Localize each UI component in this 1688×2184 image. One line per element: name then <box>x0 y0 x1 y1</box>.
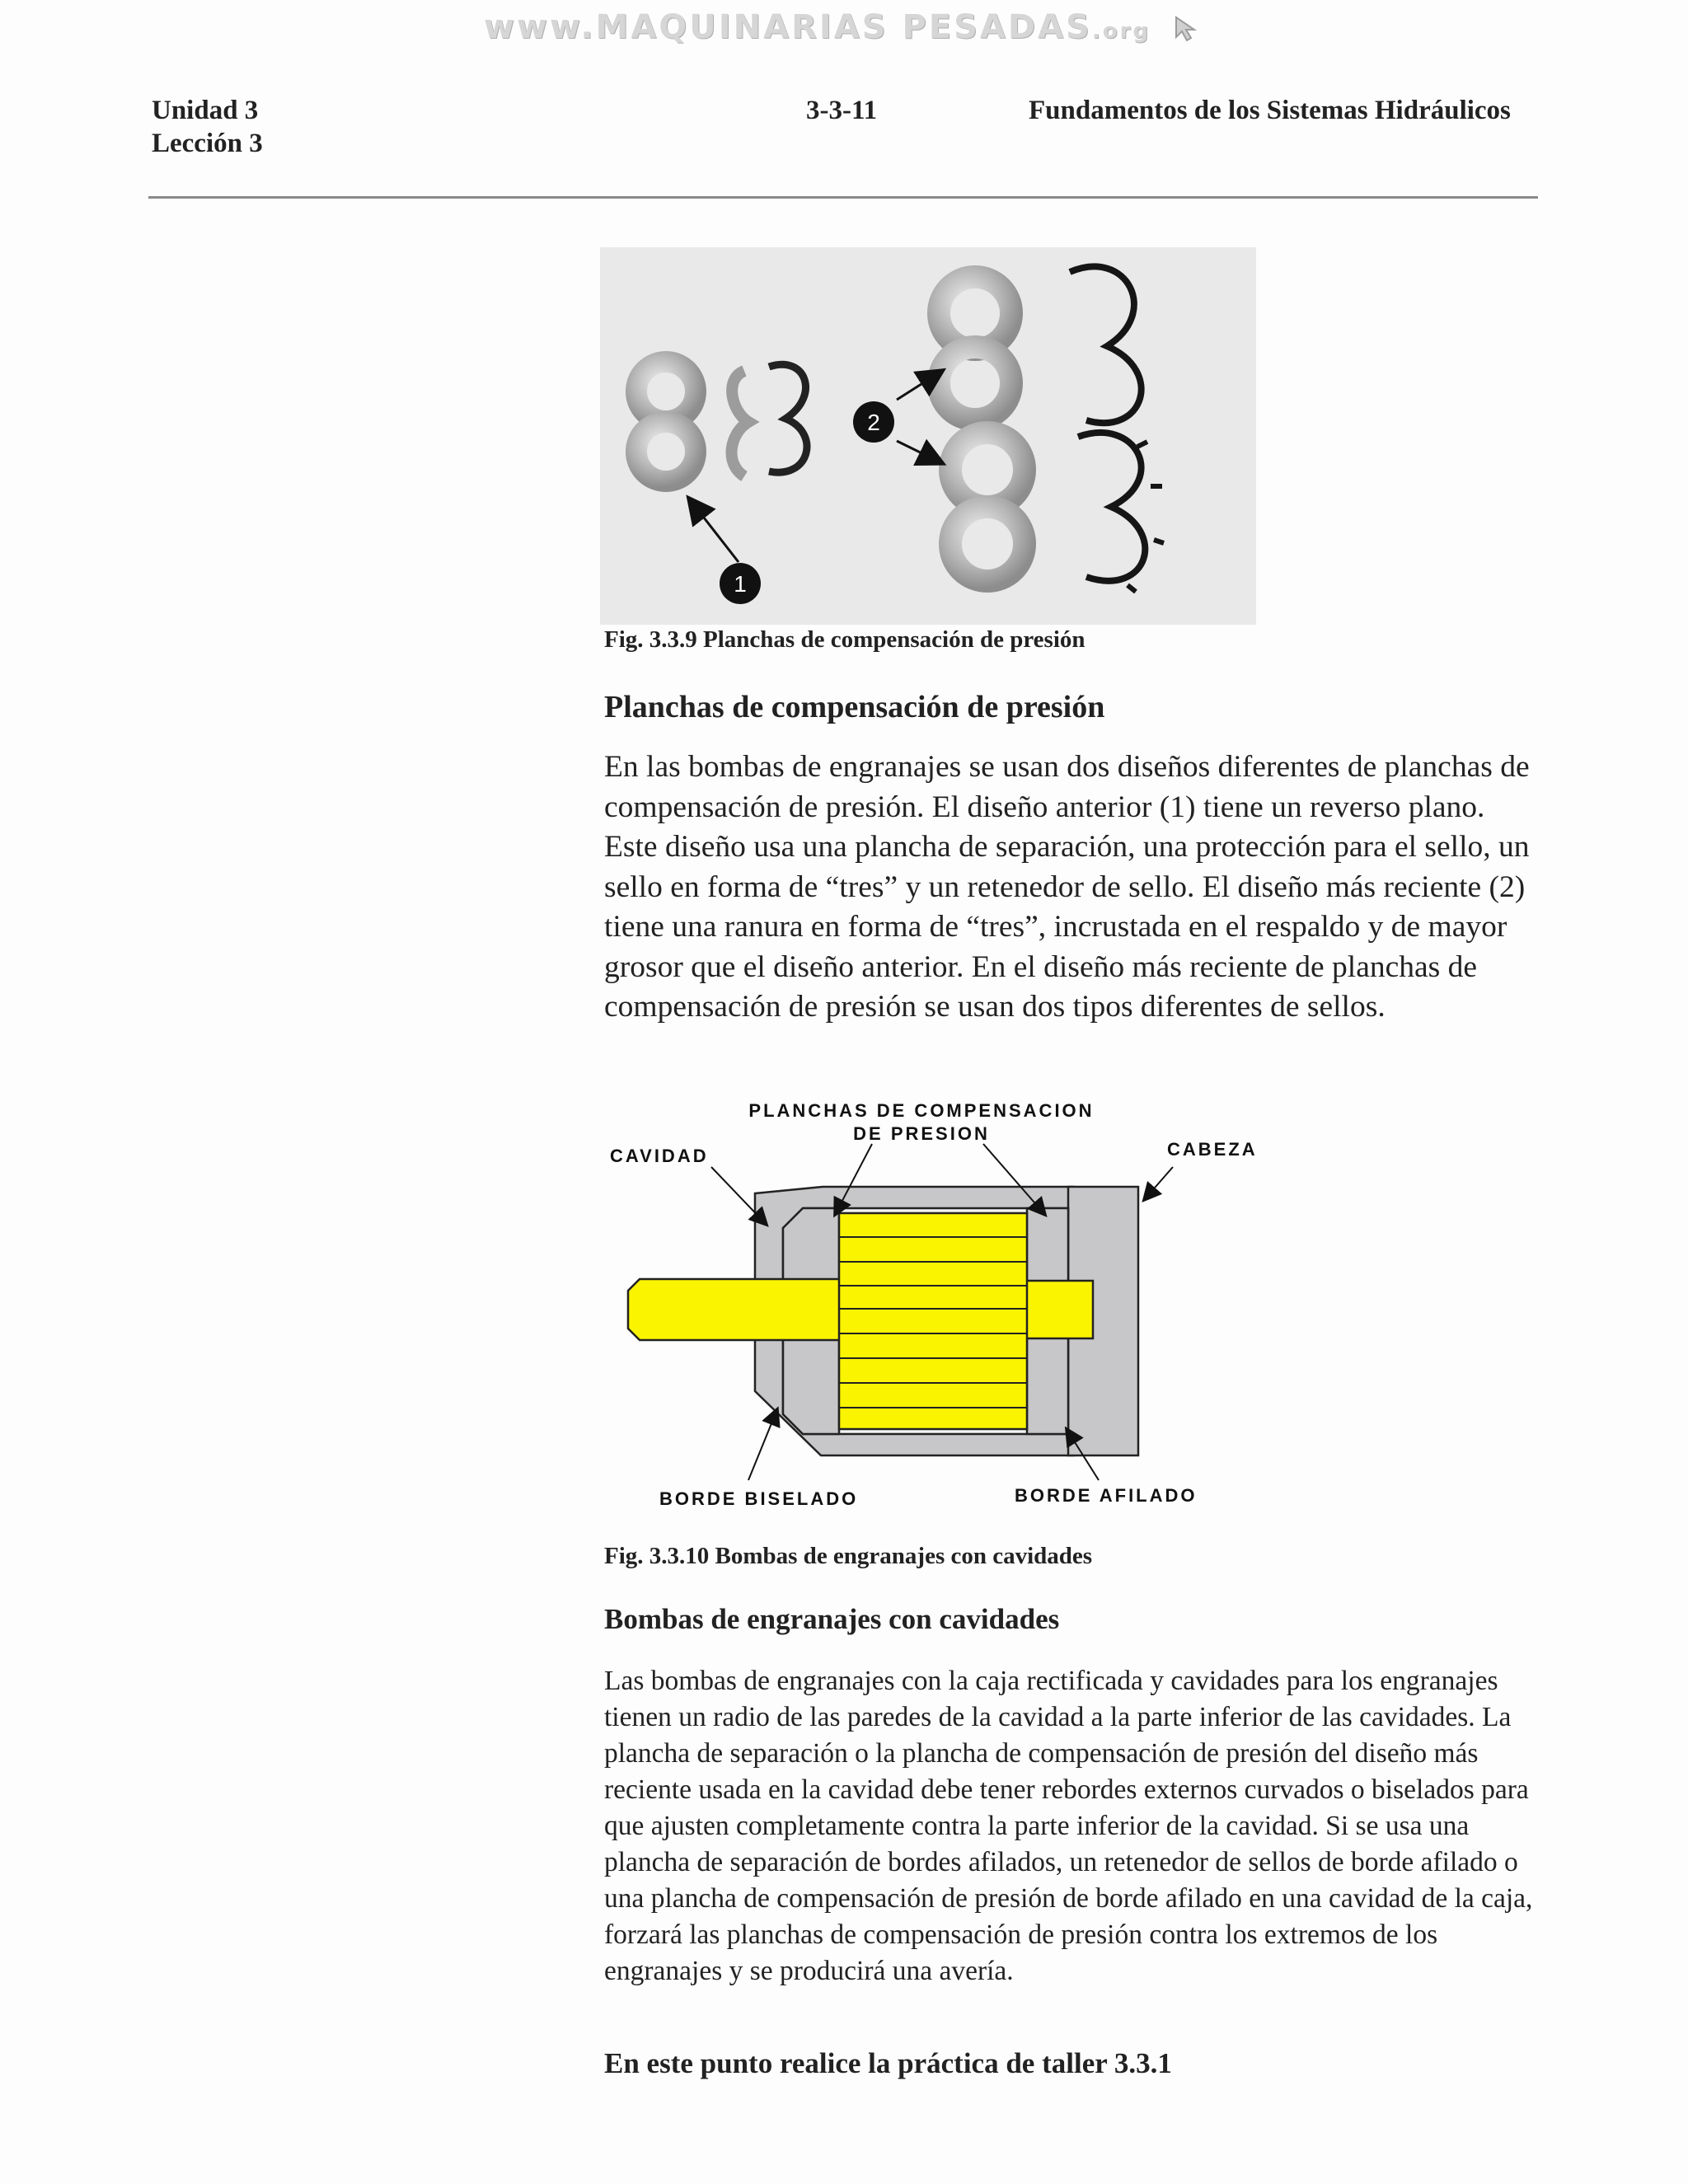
header-lesson: Lección 3 <box>152 129 263 158</box>
svg-text:2: 2 <box>867 410 880 435</box>
book-title: Fundamentos de los Sistemas Hidráulicos <box>1029 96 1511 125</box>
label-head: CABEZA <box>1167 1139 1258 1160</box>
shaft-shape <box>628 1279 847 1340</box>
workshop-practice-note: En este punto realice la práctica de taller 3.3.1 <box>604 2047 1172 2079</box>
gear-shape <box>839 1213 1027 1429</box>
figure-caption-2: Fig. 3.3.10 Bombas de engranajes con cavidades <box>604 1543 1093 1569</box>
header-divider <box>148 196 1538 199</box>
watermark-text: www.MAQUINARIAS PESADAS <box>484 8 1092 46</box>
header-unit: Unidad 3 <box>152 96 259 125</box>
paragraph-gear-pumps: Las bombas de engranajes con la caja rectificada y cavidades para los engranajes tienen un radio de las paredes de la cavidad a la parte inferior de las cavidades. La plancha de separación o la plancha de compensación de presión del diseño más reciente usada en la cavidad debe tener rebordes externos curvados o biselados para que ajusten completamente contra la parte inferior de la cavidad. Si se usa una plancha de separación de bordes afilados, un retenedor de sellos de borde afilado o una plancha de compensación de presión de borde afilado en una cavidad de la caja, forzará las planchas de compensación de presión contra los extremos de los engranajes y se producirá una avería. <box>604 1666 1533 1986</box>
pressure-plates-photo <box>600 247 1256 625</box>
label-cavity: CAVIDAD <box>610 1146 709 1166</box>
label-plates-line2: DE PRESION <box>853 1123 990 1144</box>
label-beveled-edge: BORDE BISELADO <box>659 1488 859 1509</box>
figure-caption-1: Fig. 3.3.9 Planchas de compensación de presión <box>604 626 1085 653</box>
label-plates-line1: PLANCHAS DE COMPENSACION <box>748 1100 1095 1121</box>
watermark-suffix: .org <box>1091 19 1151 44</box>
page-number: 3-3-11 <box>806 96 878 125</box>
gear-pump-cavity-diagram <box>600 1093 1276 1538</box>
section-title-gear-pumps: Bombas de engranajes con cavidades <box>604 1603 1060 1635</box>
label-sharp-edge: BORDE AFILADO <box>1015 1485 1198 1506</box>
section-title-pressure-plates: Planchas de compensación de presión <box>604 690 1105 724</box>
svg-text:1: 1 <box>734 571 747 597</box>
cursor-icon <box>1171 12 1204 45</box>
paragraph-pressure-plates: En las bombas de engranajes se usan dos diseños diferentes de planchas de compensación de presión. El diseño anterior (1) tiene un reverso plano. Este diseño usa una plancha de separación, una protección para el sello, un sello en forma de “tres” y un retenedor de sello. El diseño más reciente (2) tiene una ranura en forma de “tres”, incrustada en el respaldo y de mayor grosor que el diseño anterior. En el diseño más reciente de planchas de compensación de presión se usan dos tipos diferentes de sellos. <box>604 750 1530 1024</box>
shaft-right-shape <box>1020 1281 1093 1338</box>
callout-1 <box>720 563 761 604</box>
callout-2 <box>853 401 894 443</box>
watermark <box>0 8 1688 46</box>
